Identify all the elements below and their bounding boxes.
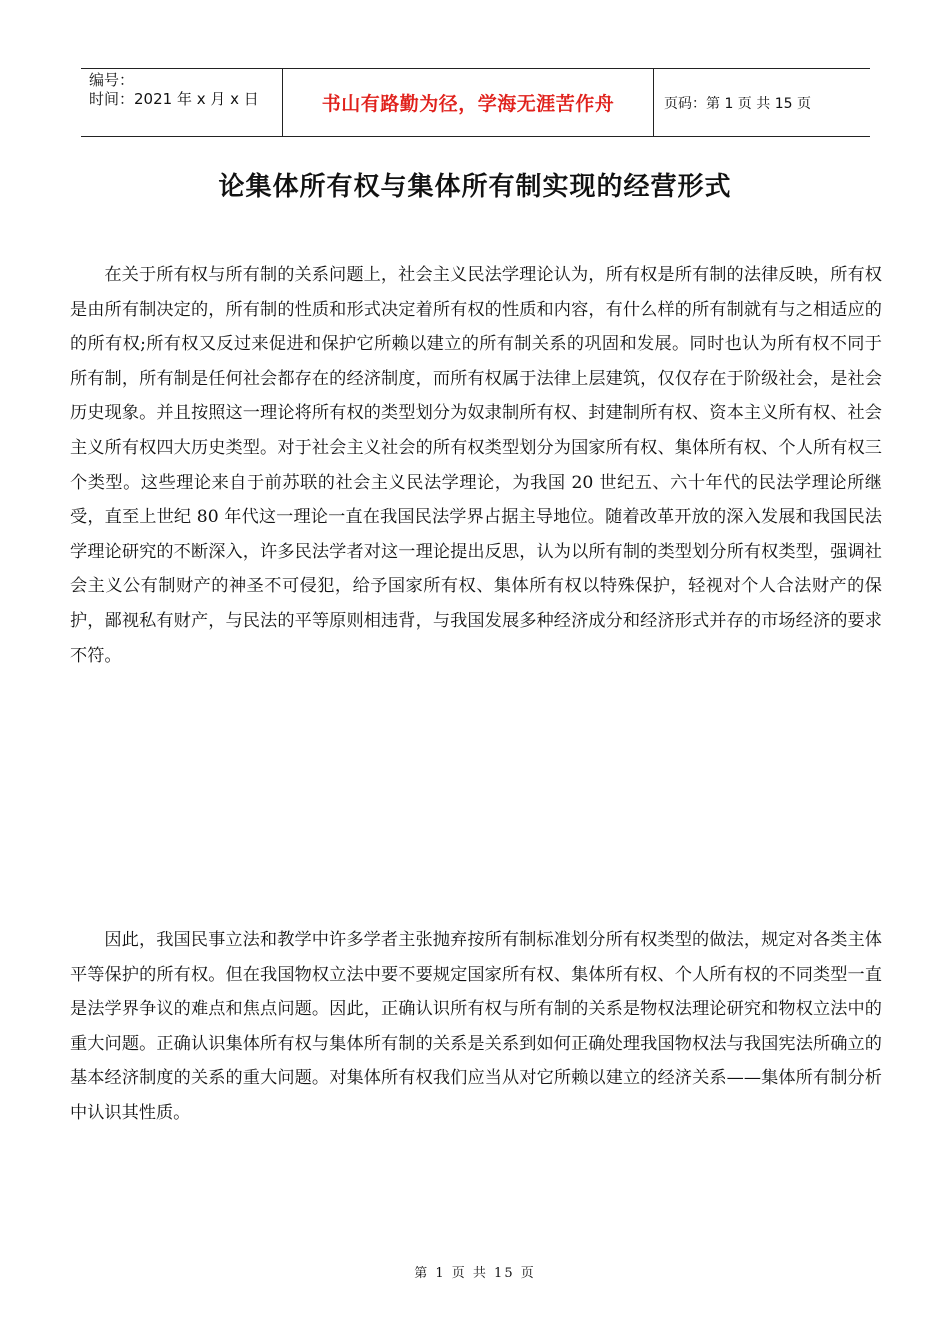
document-title: 论集体所有权与集体所有制实现的经营形式 [218,172,732,202]
date-label: 时间：2021 年 x 月 x 日 [89,90,259,108]
page-code-text: 页码：第 1 页 共 15 页 [664,95,811,112]
serial-number-label: 编号： [89,71,135,89]
header-page-code-cell [654,69,870,136]
body-paragraph: 在关于所有权与所有制的关系问题上，社会主义民法学理论认为，所有权是所有制的法律反映，所有权是由所有制决定的，所有制的性质和形式决定着所有权的性质和内容，有什么样的所有制就有与之相适应的的所有权;所有权又反过来促进和保护它所赖以建立的所有制关系的巩固和发展。同时也认为所有权不同于所有制，所有制是任何社会都存在的经济制度，而所有权属于法律上层建筑，仅仅存在于阶级社会，是社会历史现象。并且按照这一理论将所有权的类型划分为奴隶制所有权、封建制所有权、资本主义所有权、社会主义所有权四大历史类型。对于社会主义社会的所有权类型划分为国家所有权、集体所有权、个人所有权三个类型。这些理论来自于前苏联的社会主义民法学理论，为我国 20 世纪五、六十年代的民法学理论所继受，直至上世纪 80 年代这一理论一直在我国民法学界占据主导地位。随着改革开放的深入发展和我国民法学理论研究的不断深入，许多民法学者对这一理论提出反思，认为以所有制的类型划分所有权类型，强调社会主义公有制财产的神圣不可侵犯，给予国家所有权、集体所有权以特殊保护，轻视对个人合法财产的保护，鄙视私有财产，与民法的平等原则相违背，与我国发展多种经济成分和经济形式并存的市场经济的要求不符。 [70,265,882,666]
header-meta-cell [81,69,282,136]
page-footer: 第 1 页 共 15 页 [414,1266,536,1281]
body-paragraph: 因此，我国民事立法和教学中许多学者主张抛弃按所有制标准划分所有权类型的做法，规定对各类主体平等保护的所有权。但在我国物权立法中要不要规定国家所有权、集体所有权、个人所有权的不同类型一直是法学界争议的难点和焦点问题。因此，正确认识所有权与所有制的关系是物权法理论研究和物权立法中的重大问题。正确认识集体所有权与集体所有制的关系是关系到如何正确处理我国物权法与我国宪法所确立的基本经济制度的关系的重大问题。对集体所有权我们应当从对它所赖以建立的经济关系——集体所有制分析中认识其性质。 [70,930,882,1123]
motto-text: 书山有路勤为径，学海无涯苦作舟 [321,93,615,115]
header-motto-cell [282,69,654,136]
page-header-table [81,68,870,137]
